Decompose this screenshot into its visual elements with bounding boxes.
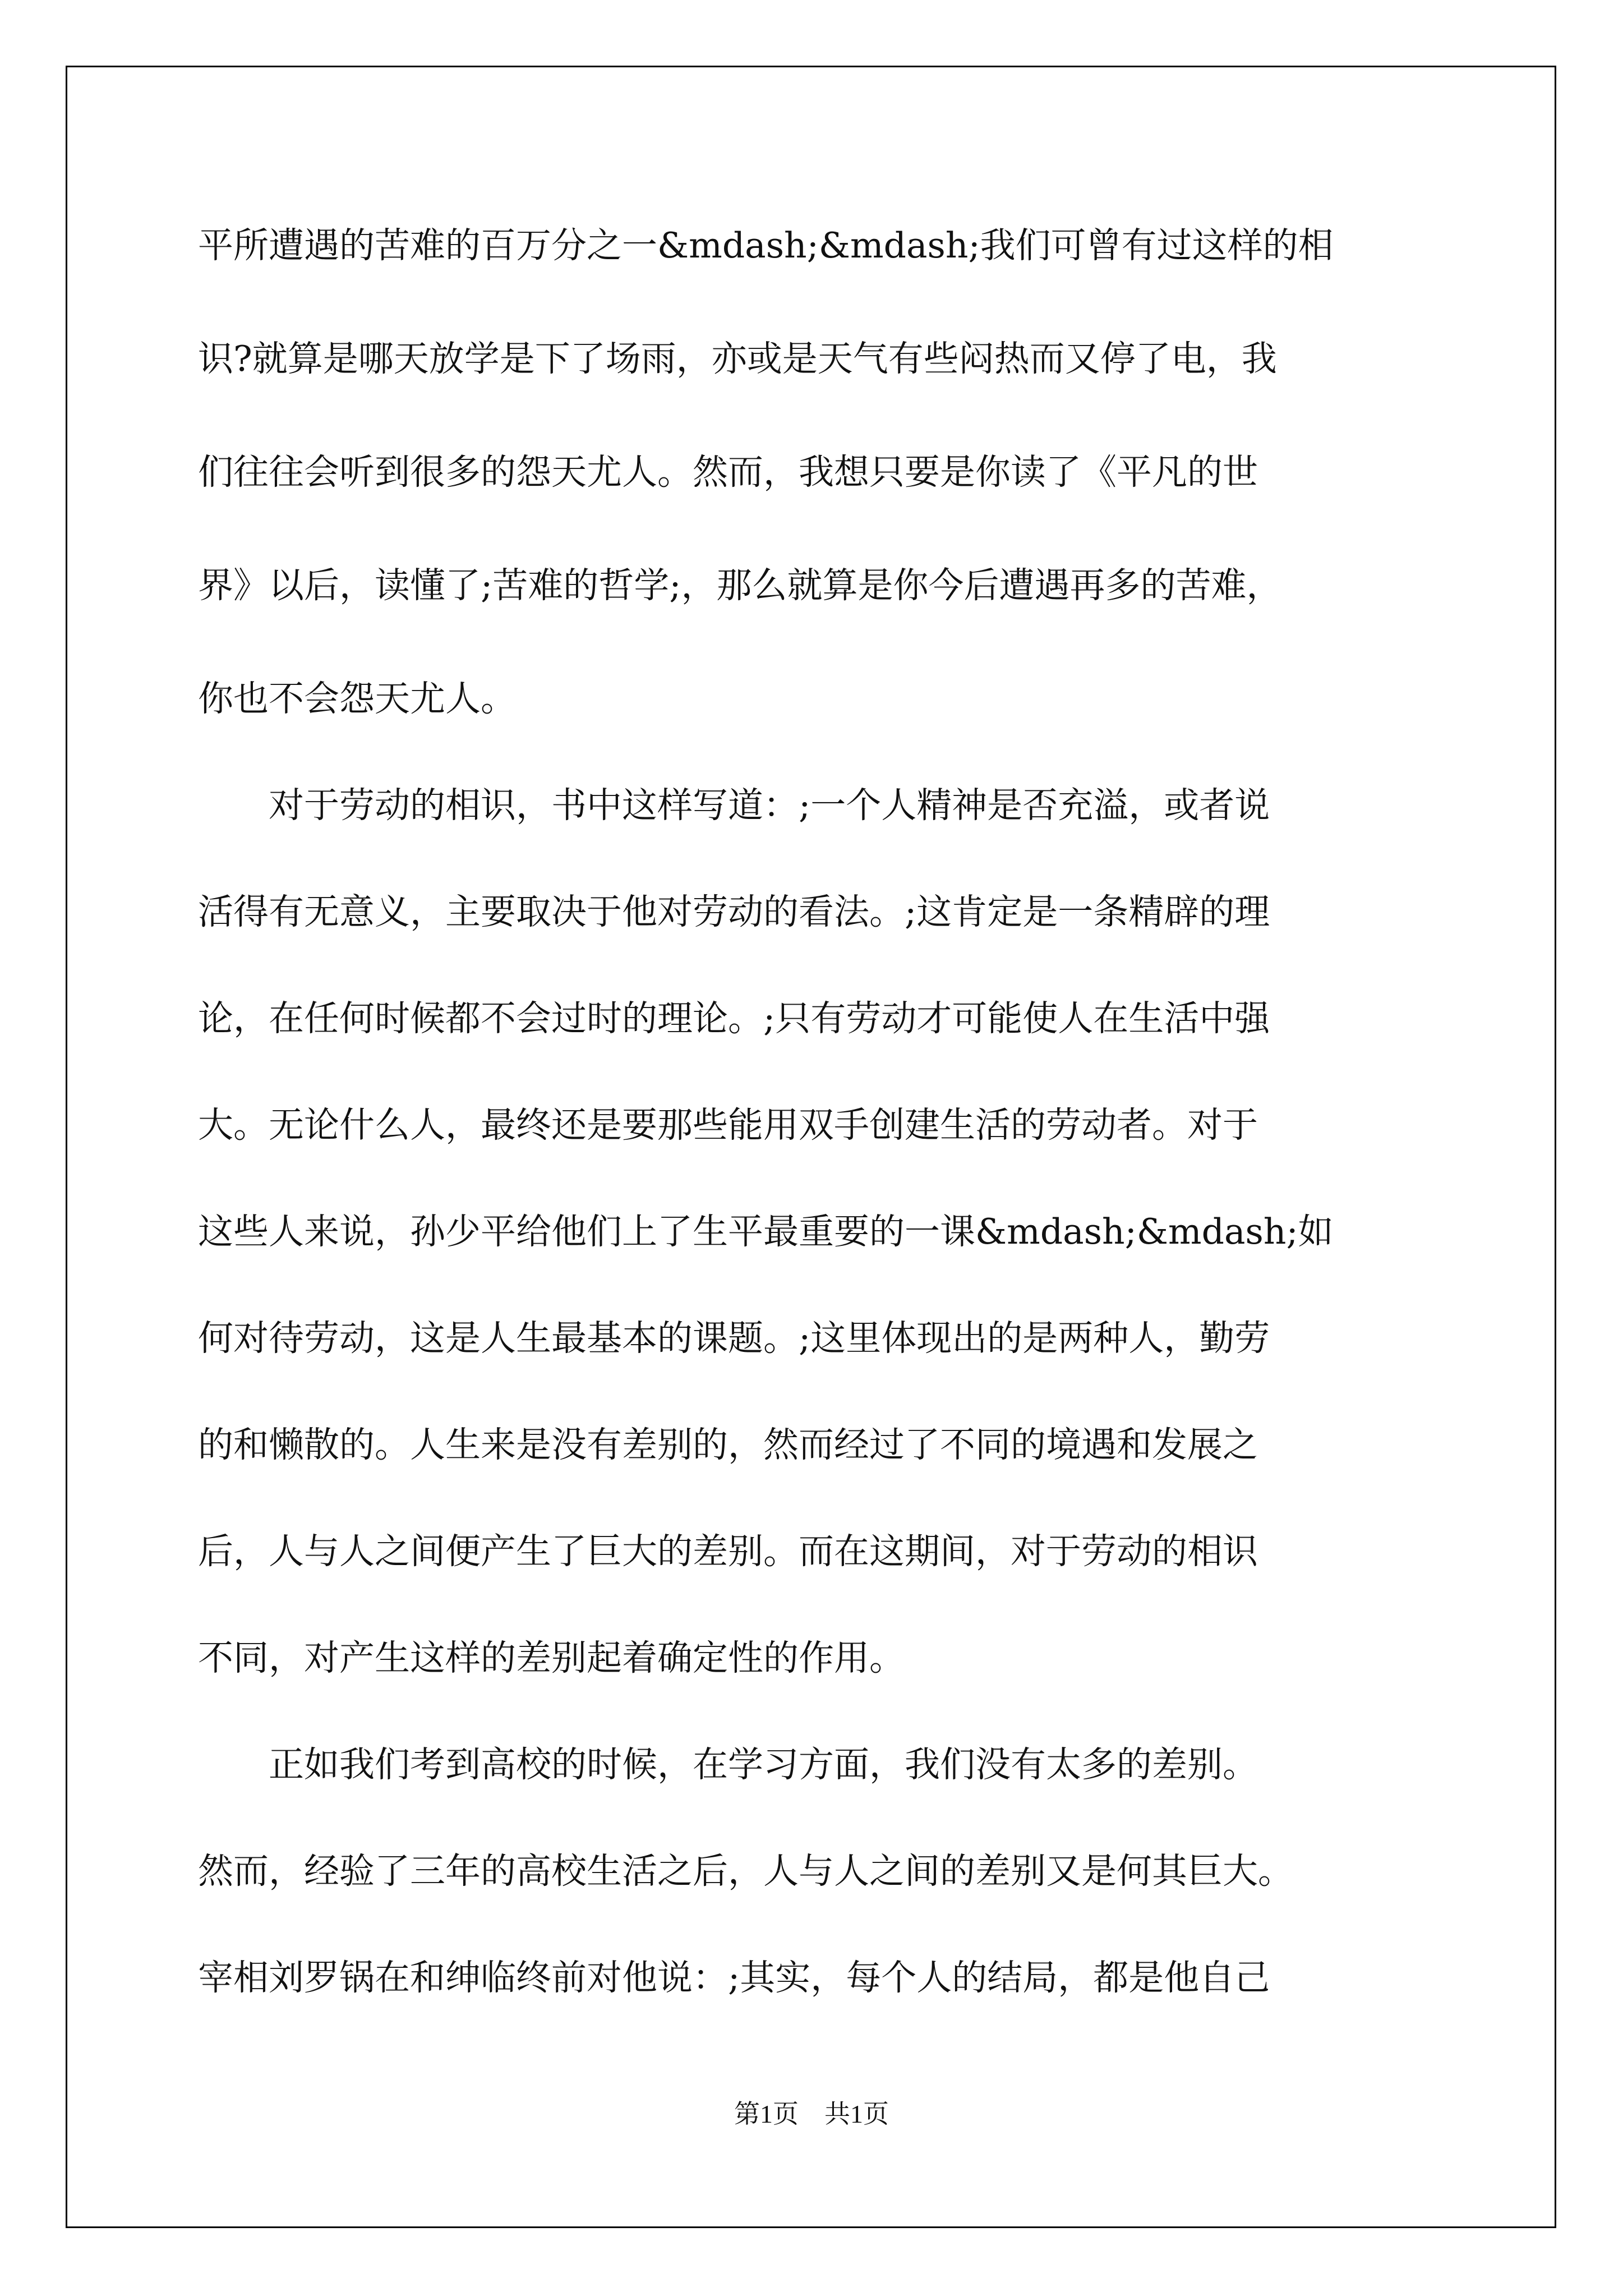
text-line: 不同，对产生这样的差别起着确定性的作用。 xyxy=(198,1637,905,1678)
text-line: 然而，经验了三年的高校生活之后，人与人之间的差别又是何其巨大。 xyxy=(198,1851,1293,1892)
text-line: 你也不会怨天尤人。 xyxy=(198,678,516,719)
text-line: 这些人来说，孙少平给他们上了生平最重要的一课&mdash;&mdash;如 xyxy=(198,1211,1334,1252)
text-line: 识?就算是哪天放学是下了场雨，亦或是天气有些闷热而又停了电，我 xyxy=(198,338,1277,379)
text-line: 后，人与人之间便产生了巨大的差别。而在这期间，对于劳动的相识 xyxy=(198,1531,1258,1572)
text-line: 平所遭遇的苦难的百万分之一&mdash;&mdash;我们可曾有过这样的相 xyxy=(198,225,1334,266)
page-footer: 第1页 共1页 xyxy=(734,2100,889,2128)
text-line: 论，在任何时候都不会过时的理论。;只有劳动才可能使人在生活中强 xyxy=(198,998,1270,1039)
text-line: 界》以后，读懂了;苦难的哲学;，那么就算是你今后遭遇再多的苦难， xyxy=(198,565,1282,606)
text-line: 何对待劳动，这是人生最基本的课题。;这里体现出的是两种人，勤劳 xyxy=(198,1318,1270,1359)
text-line: 对于劳动的相识，书中这样写道：;一个人精神是否充溢，或者说 xyxy=(198,785,1270,826)
text-line: 们往往会听到很多的怨天尤人。然而，我想只要是你读了《平凡的世 xyxy=(198,452,1258,493)
text-line: 宰相刘罗锅在和绅临终前对他说：;其实，每个人的结局，都是他自己 xyxy=(198,1957,1270,1998)
text-line: 的和懒散的。人生来是没有差别的，然而经过了不同的境遇和发展之 xyxy=(198,1424,1258,1465)
text-line: 大。无论什么人，最终还是要那些能用双手创建生活的劳动者。对于 xyxy=(198,1105,1258,1145)
text-line: 活得有无意义，主要取决于他对劳动的看法。;这肯定是一条精辟的理 xyxy=(198,891,1270,932)
text-line: 正如我们考到高校的时候，在学习方面，我们没有太多的差别。 xyxy=(198,1744,1258,1785)
